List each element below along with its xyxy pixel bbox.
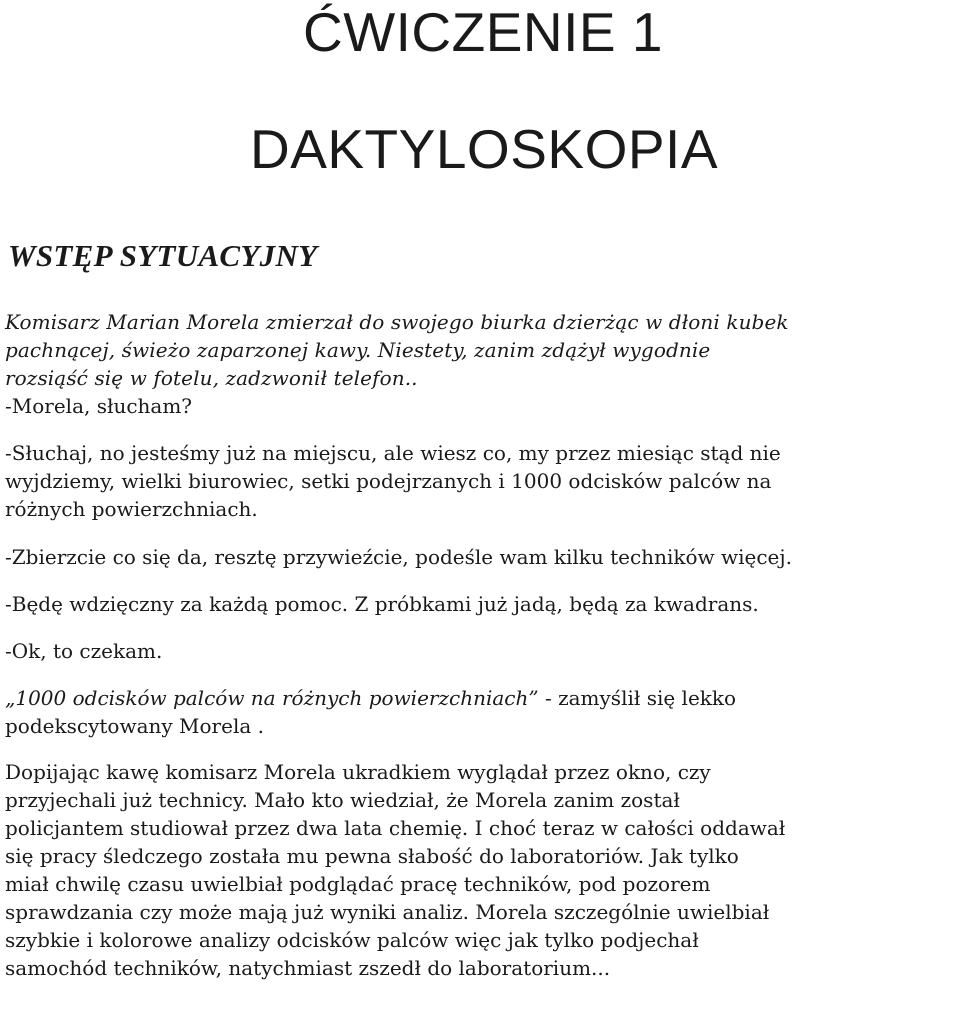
exercise-subtitle: DAKTYLOSKOPIA <box>249 118 719 180</box>
text-line: Dopijając kawę komisarz Morela ukradkiem wyglądał przez okno, czy <box>5 760 711 784</box>
exercise-title: ĆWICZENIE 1 <box>303 1 663 63</box>
dialogue-line <box>5 392 960 420</box>
text-line: wyjdziemy, wielki biurowiec, setki podejrzanych i 1000 odcisków palców na <box>5 469 772 493</box>
text-line: się pracy śledczego została mu pewna słabość do laboratoriów. Jak tylko <box>5 844 739 868</box>
quote-rest: - zamyślił się lekko <box>538 686 737 710</box>
dialogue-line <box>5 590 960 618</box>
text-line: samochód techników, natychmiast zszedł do laboratorium... <box>5 956 611 980</box>
text-line: -Morela, słucham? <box>5 394 193 418</box>
story-text <box>5 308 960 982</box>
intro-paragraph <box>5 308 960 392</box>
text-line: Komisarz Marian Morela zmierzał do swojego biurka dzierżąc w dłoni kubek <box>5 310 789 334</box>
quote-paragraph <box>5 684 960 740</box>
text-line: policjantem studiował przez dwa lata chemię. I choć teraz w całości oddawał <box>5 816 786 840</box>
text-line: -Zbierzcie co się da, resztę przywieźcie, podeśle wam kilku techników więcej. <box>5 545 792 569</box>
text-line: szybkie i kolorowe analizy odcisków palców więc jak tylko podjechał <box>5 928 699 952</box>
section-heading: WSTĘP SYTUACYJNY <box>8 238 318 273</box>
text-line: miał chwilę czasu uwielbiał podglądać pracę techników, pod pozorem <box>5 872 711 896</box>
text-line <box>5 684 960 712</box>
dialogue-line <box>5 543 960 571</box>
text-line: przyjechali już technicy. Mało kto wiedział, że Morela zanim został <box>5 788 680 812</box>
text-line: -Słuchaj, no jesteśmy już na miejscu, ale wiesz co, my przez miesiąc stąd nie <box>5 441 781 465</box>
text-line: różnych powierzchniach. <box>5 497 258 521</box>
text-line: rozsiąść się w fotelu, zadzwonił telefon.. <box>5 366 418 390</box>
quote-italic: „1000 odcisków palców na różnych powierzchniach” <box>5 686 539 710</box>
final-paragraph <box>5 758 960 982</box>
text-line: sprawdzania czy może mają już wyniki analiz. Morela szczególnie uwielbiał <box>5 900 770 924</box>
dialogue-paragraph <box>5 439 960 523</box>
text-line: podekscytowany Morela . <box>5 714 264 738</box>
text-line: pachnącej, świeżo zaparzonej kawy. Niestety, zanim zdążył wygodnie <box>5 338 711 362</box>
dialogue-line <box>5 637 960 665</box>
text-line: -Będę wdzięczny za każdą pomoc. Z próbkami już jadą, będą za kwadrans. <box>5 592 759 616</box>
text-line: -Ok, to czekam. <box>5 639 163 663</box>
